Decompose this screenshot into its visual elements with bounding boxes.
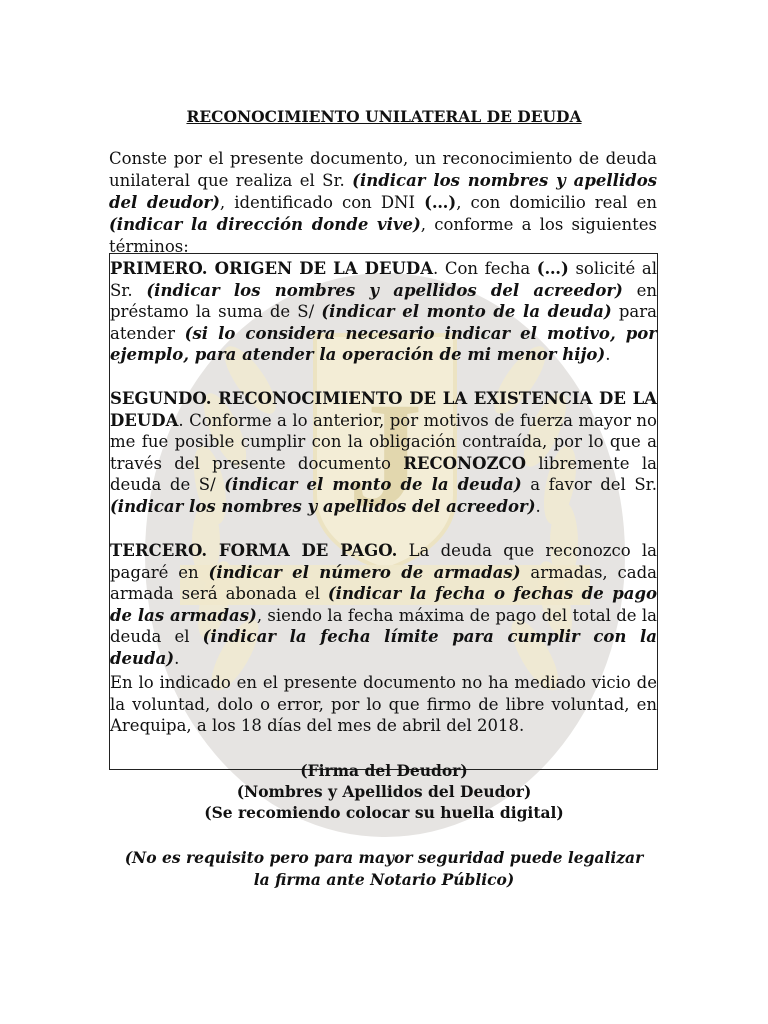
- clause-heading: SEGUNDO. RECONOCIMIENTO DE LA EXISTENCIA DE LA DEUDA: [110, 389, 657, 430]
- document-title: RECONOCIMIENTO UNILATERAL DE DEUDA: [186, 107, 582, 126]
- intro-paragraph: Conste por el presente documento, un reconocimiento de deuda unilateral que realiza el Sr. (indicar los nombres y apellidos del deudor), identificado con DNI (…), con domicilio real en (indicar la dirección donde vive), conforme a los siguientes términos:: [109, 149, 657, 256]
- svg-text:J: J: [347, 372, 423, 538]
- notary-note: (No es requisito pero para mayor seguridad puede legalizar la firma ante Notario Público): [124, 848, 644, 889]
- clause-segundo: SEGUNDO. RECONOCIMIENTO DE LA EXISTENCIA DE LA DEUDA. Conforme a lo anterior, por motivos de fuerza mayor no me fue posible cumplir con la obligación contraída, por lo que a través del presente documento RECONOZCO libremente la deuda de S/ (indicar el monto de la deuda) a favor del Sr. (indicar los nombres y apellidos del acreedor).: [110, 389, 657, 516]
- clause-heading: TERCERO. FORMA DE PAGO.: [110, 541, 398, 560]
- signature-name-line: (Nombres y Apellidos del Deudor): [236, 782, 532, 801]
- clause-primero: PRIMERO. ORIGEN DE LA DEUDA. Con fecha (…) solicité al Sr. (indicar los nombres y apellidos del acreedor) en préstamo la suma de S/ (indicar el monto de la deuda) para atender (si lo considera necesario indicar el motivo, por ejemplo, para atender la operación de mi menor hijo).: [110, 259, 658, 364]
- clause-tercero: TERCERO. FORMA DE PAGO. La deuda que reconozco la pagaré en (indicar el número de armadas) armadas, cada armada será abonada el (indicar la fecha o fechas de pago de las armadas), siendo la fecha máxima de pago del total de la deuda el (indicar la fecha límite para cumplir con la deuda).: [110, 541, 658, 668]
- signature-line: (Firma del Deudor): [300, 761, 468, 780]
- clause-heading: PRIMERO. ORIGEN DE LA DEUDA: [110, 259, 434, 278]
- fingerprint-note: (Se recomiendo colocar su huella digital): [204, 803, 564, 822]
- closing-paragraph: En lo indicado en el presente documento no ha mediado vicio de la voluntad, dolo o error, por lo que firmo de libre voluntad, en Arequipa, a los 18 días del mes de abril del 2018.: [110, 673, 657, 735]
